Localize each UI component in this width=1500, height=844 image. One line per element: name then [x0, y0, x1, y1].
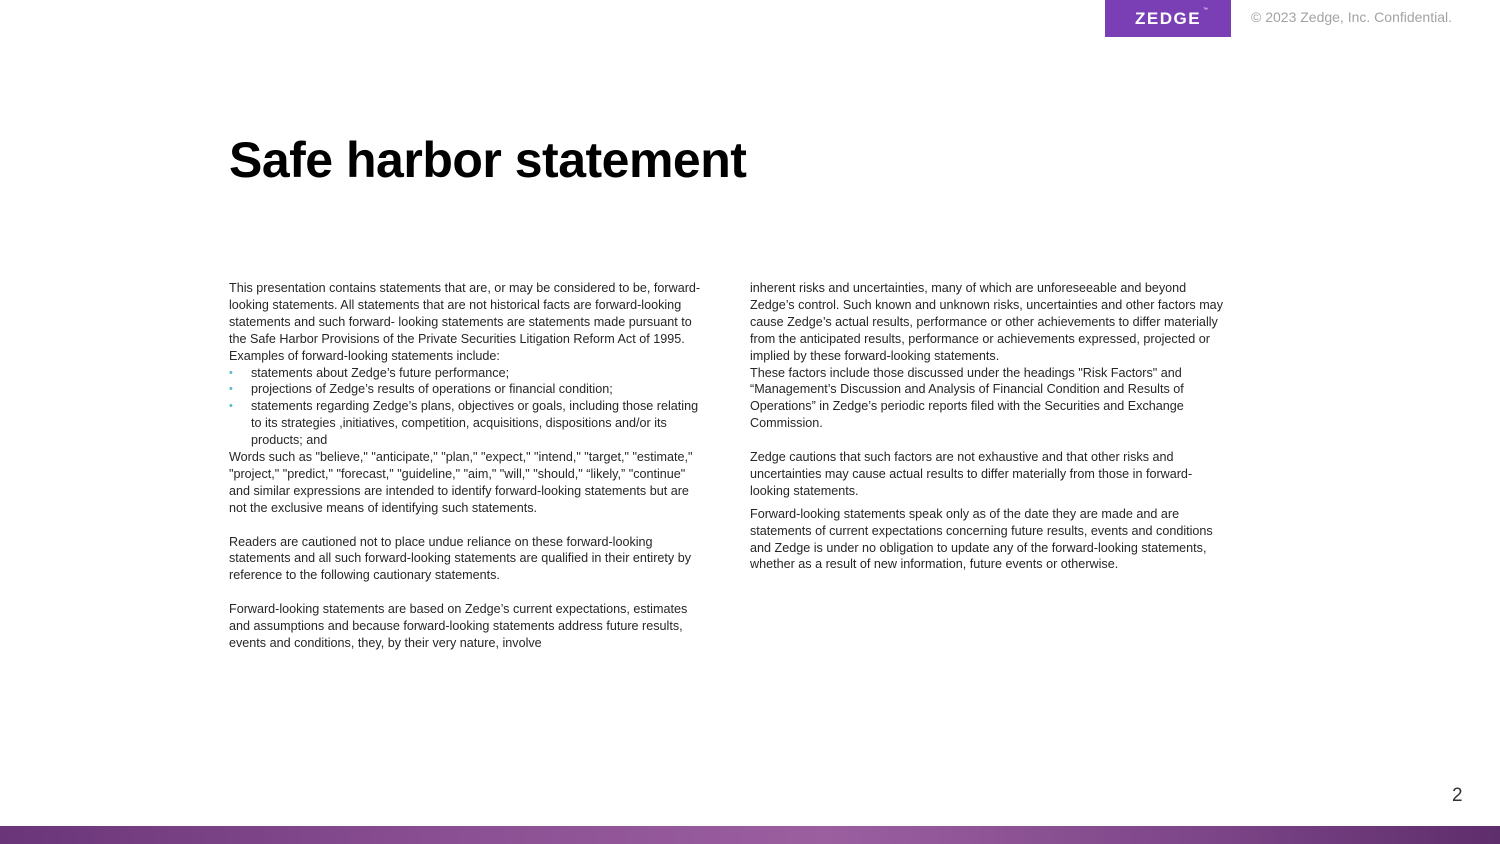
factors-paragraph: These factors include those discussed under the headings "Risk Factors" and “Management’s Discussion and Analysis of Financial Condition and Results of Operations” in Zedge’s periodic reports filed with the Securities and Exchange Commission. — [750, 365, 1184, 431]
bullet-item — [229, 365, 705, 382]
bullet-item — [229, 398, 705, 449]
bullet-icon: • — [229, 383, 233, 396]
logo-text: ZEDGE ™ — [1134, 6, 1209, 28]
words-paragraph: Words such as "believe," "anticipate," "plan," "expect," "intend," "target," "estimate," "project," "predict," "forecast," "guideline," "aim," "will," "should," “likely,” "continue" and similar expressions are intended to identify forward-looking statements but are not the exclusive means of identifying such statements. — [229, 450, 693, 515]
examples-bullet-list — [229, 365, 705, 450]
footer-band — [0, 826, 1500, 844]
readers-paragraph: Readers are cautioned not to place undue reliance on these forward-looking statements and all such forward-looking statements are qualified in their entirety by reference to the following cautionary statements. — [229, 534, 692, 583]
trademark-symbol: ™ — [1203, 6, 1209, 13]
cautions-paragraph: Zedge cautions that such factors are not exhaustive and that other risks and uncertainties may cause actual results to differ materially from those in forward-looking statements. — [750, 450, 1193, 498]
left-text-column — [229, 280, 705, 652]
zedge-logo — [1105, 0, 1231, 37]
speak-paragraph: Forward-looking statements speak only as of the date they are made and are statements of current expectations concerning future results, events and conditions and Zedge is under no obligation to update any of the forward-looking statements, whether as a result of new information, future events or otherwise. — [750, 506, 1213, 572]
bullet-text: statements about Zedge’s future performance; — [251, 365, 510, 380]
bullet-text: projections of Zedge’s results of operations or financial condition; — [251, 382, 613, 397]
bullet-text: statements regarding Zedge’s plans, objectives or goals, including those relating to its strategies ,initiatives, competition, acquisitions, dispositions and/or its products; and — [251, 399, 699, 448]
right-text-column — [750, 280, 1226, 573]
bullet-icon: • — [229, 400, 233, 413]
bullet-item — [229, 381, 705, 398]
page-number: 2 — [1452, 785, 1463, 806]
intro-paragraph: This presentation contains statements that are, or may be considered to be, forward-looking statements. All statements that are not historical facts are forward-looking statements and such forward- looking statements are statements made pursuant to the Safe Harbor Provisions of the Private Securities Litigation Reform Act of 1995. Examples of forward-looking statements include: — [229, 281, 701, 363]
slide-title: Safe harbor statement — [229, 132, 747, 188]
bullet-icon: • — [229, 366, 233, 379]
based-paragraph: Forward-looking statements are based on Zedge’s current expectations, estimates and assumptions and because forward-looking statements address future results, events and conditions, they, by their very nature, involve — [229, 602, 688, 650]
copyright-notice: © 2023 Zedge, Inc. Confidential. — [1251, 9, 1452, 25]
inherent-risks-paragraph: inherent risks and uncertainties, many of which are unforeseeable and beyond Zedge’s control. Such known and unknown risks, uncertainties and other factors may cause Zedge’s actual results, performance or other achievements to differ materially from the anticipated results, performance or achievements expressed, projected or implied by these forward-looking statements. — [750, 281, 1223, 363]
